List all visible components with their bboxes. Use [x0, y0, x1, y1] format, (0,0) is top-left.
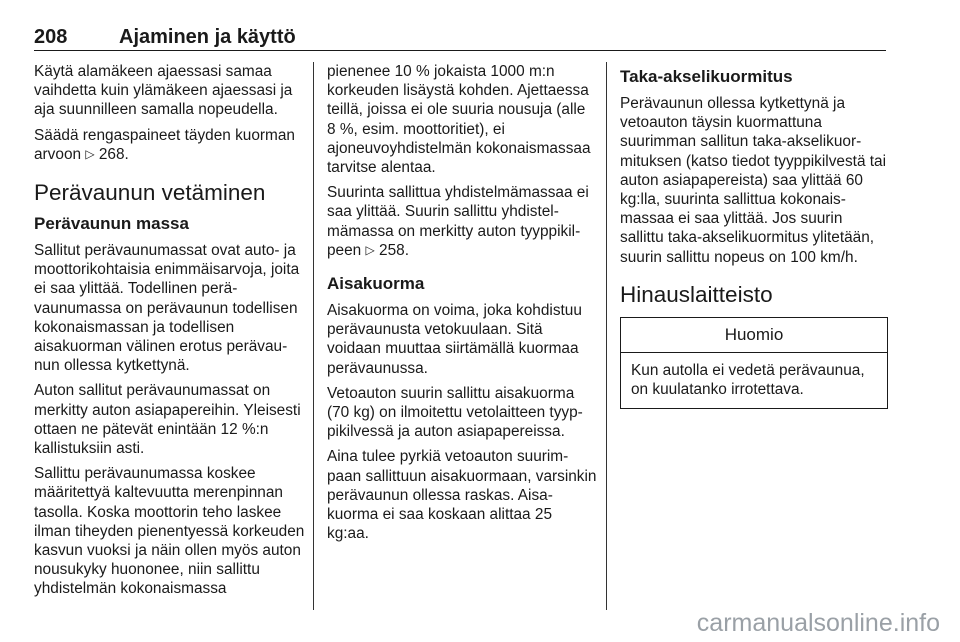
paragraph	[327, 183, 597, 261]
page-header	[34, 26, 886, 51]
paragraph: Käytä alamäkeen ajaessasi samaa vaihdetta kuin ylämäkeen ajaessasi ja aja suunnilleen samalla nopeudella.	[34, 63, 293, 119]
paragraph: Sallitut perävaunumassat ovat auto- ja moottorikohtaisia enimmäisarvoja, joita ei saa ylittää. Todellinen perävaunumassa on perävaunun todellisen kokonaismassan ja todellisen aisakuorman välinen erotus perävaunun ollessa kytkettynä.	[34, 242, 300, 375]
paragraph: Vetoauton suurin sallittu aisakuorma (70 kg) on ilmoitettu vetolaitteen tyyppikilvessä ja auton asiapapereissa.	[327, 384, 583, 441]
chapter-title: Ajaminen ja käyttö	[119, 26, 296, 48]
page-number: 208	[34, 26, 68, 48]
paragraph	[34, 126, 306, 165]
column-divider-1	[313, 62, 314, 610]
triangle-ref-icon[interactable]: ▷	[365, 242, 375, 257]
paragraph: Aisakuorma on voima, joka kohdistuu perävaunusta vetokuulaan. Sitä voidaan muuttaa siirtämällä kuormaa perävaunussa.	[327, 302, 582, 377]
paragraph: pienenee 10 % jokaista 1000 m:n korkeuden lisäystä kohden. Ajettaessa teillä, joissa ei ole suuria nousuja (alle 8 %, esim. moottoritiet), ei ajoneuvoyhdistelmän kokonaismassaa tarvitse alentaa.	[327, 63, 591, 177]
notice-box	[620, 317, 888, 409]
page-reference[interactable]: 258.	[379, 241, 410, 259]
column-divider-2	[606, 62, 607, 610]
triangle-ref-icon[interactable]: ▷	[85, 146, 95, 161]
notice-title: Huomio	[621, 318, 887, 353]
watermark: carmanualsonline.info	[696, 609, 940, 637]
paragraph-text: Säädä rengaspaineet täyden kuorman arvoon	[34, 126, 295, 163]
paragraph: Auton sallitut perävaunumassat on merkitty auton asiapapereihin. Yleisesti ottaen ne pätevät enintään 12 %:n kallistuksiin asti.	[34, 382, 301, 458]
paragraph: Perävaunun ollessa kytkettynä ja vetoauton täysin kuormattuna suurimman sallitun taka-akselikuormituksen (katso tiedot tyyppikilvestä tai auton asiapapereista) saa ylittää 60 kg:lla, suurinta sallittua kokonaismassaa ei saa ylittää. Jos suurin sallittu taka-akselikuormitus ylitetään, suurin sallittu nopeus on 100 km/h.	[620, 95, 887, 266]
section-heading: Perävaunun vetäminen	[34, 180, 266, 206]
subsection-heading: Perävaunun massa	[34, 214, 189, 234]
subsection-heading: Taka-akselikuormitus	[620, 67, 793, 86]
column-2	[327, 62, 597, 549]
paragraph-text: Suurinta sallittua yhdistelmämassaa ei saa ylittää. Suurin sallittu yhdistelmämassa on merkitty auton tyyppikilpeen	[327, 184, 589, 259]
column-1	[34, 62, 306, 605]
notice-body: Kun autolla ei vedetä perävaunua, on kuulatanko irrotettava.	[631, 361, 865, 399]
section-heading: Hinauslaitteisto	[620, 281, 773, 307]
paragraph: Aina tulee pyrkiä vetoauton suurimpaan sallittuun aisakuormaan, varsinkin perävaunun ollessa raskas. Aisakuorma ei saa koskaan alittaa 25 kg:aa.	[327, 448, 597, 543]
column-3	[620, 62, 888, 409]
subsection-heading: Aisakuorma	[327, 274, 425, 294]
page-reference[interactable]: 268.	[98, 145, 129, 163]
paragraph: Sallittu perävaunumassa koskee määritettyä kaltevuutta merenpinnan tasolla. Koska moottorin teho laskee ilman tiheyden pienentyessä korkeuden kasvun vuoksi ja näin ollen myös auton nousukyky huononee, niin sallittu yhdistelmän kokonaismassa	[34, 465, 305, 598]
